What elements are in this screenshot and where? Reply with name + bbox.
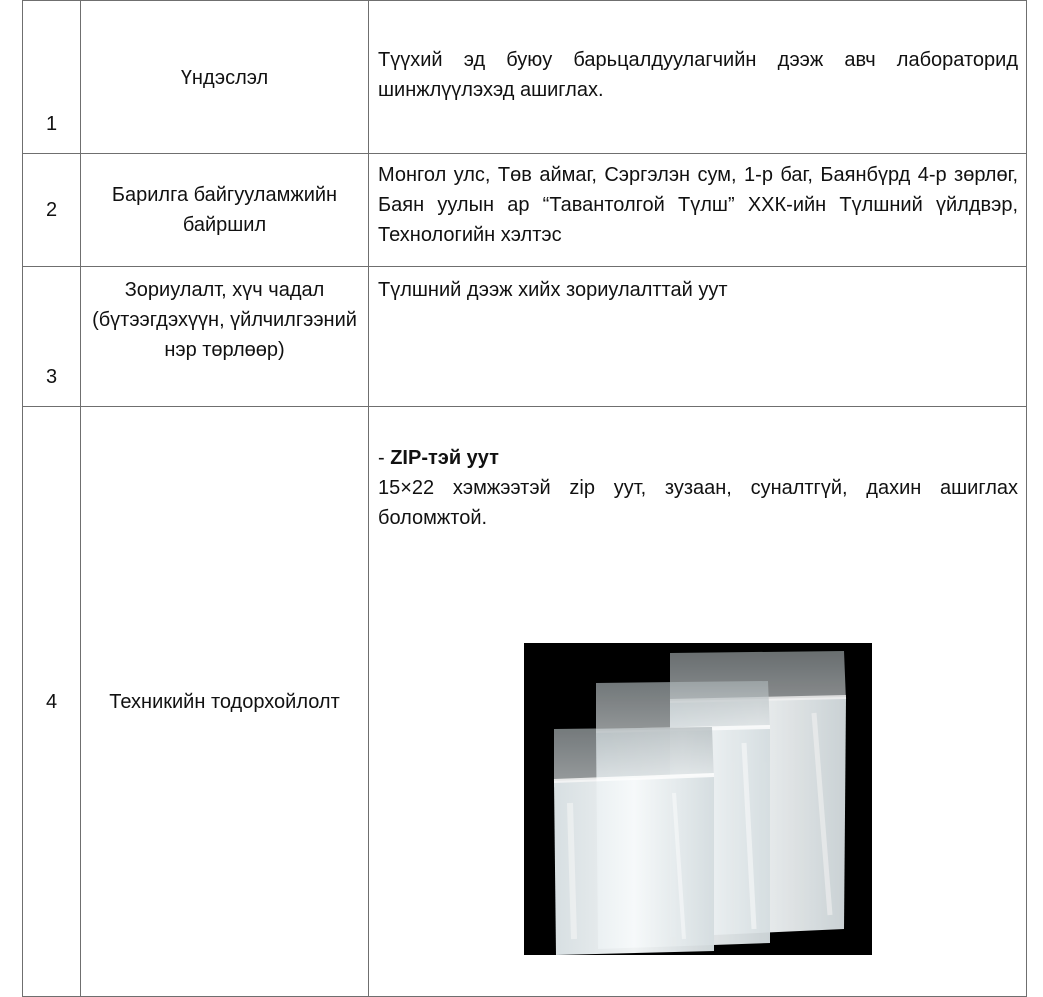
row-number: 3 xyxy=(23,267,81,407)
product-description: 15×22 хэмжээтэй zip уут, зузаан, суналтгүй, дахин ашиглах боломжтой. xyxy=(378,477,1018,529)
product-title: ZIP-тэй уут xyxy=(390,447,499,469)
row-label: Зориулалт, хүч чадал (бүтээгдэхүүн, үйлчилгээний нэр төрлөөр) xyxy=(81,267,369,407)
row-content: Түүхий эд буюу барьцалдуулагчийн дээж авч лабораторид шинжлүүлэхэд ашиглах. xyxy=(369,1,1027,154)
row-number: 4 xyxy=(23,407,81,997)
table-row xyxy=(23,154,1027,267)
row-number: 1 xyxy=(23,1,81,154)
list-dash: - xyxy=(378,447,391,469)
table-row xyxy=(23,407,1027,997)
zip-bags-photo xyxy=(524,643,872,955)
specification-table xyxy=(22,0,1027,997)
row-content: Монгол улс, Төв аймаг, Сэргэлэн сум, 1-р баг, Баянбүрд 4-р зөрлөг, Баян уулын ар “Тавантолгой Түлш” ХХК-ийн Түлшний үйлдвэр, Технологийн хэлтэс xyxy=(369,154,1027,267)
row-label: Барилга байгууламжийн байршил xyxy=(81,154,369,267)
table-row xyxy=(23,1,1027,154)
row-content xyxy=(369,407,1027,997)
product-heading xyxy=(378,443,1018,473)
row-label: Үндэслэл xyxy=(81,1,369,154)
row-number: 2 xyxy=(23,154,81,267)
table-row xyxy=(23,267,1027,407)
row-label: Техникийн тодорхойлолт xyxy=(81,407,369,997)
small-bag xyxy=(554,727,714,955)
row-content: Түлшний дээж хийх зориулалттай уут xyxy=(369,267,1027,407)
